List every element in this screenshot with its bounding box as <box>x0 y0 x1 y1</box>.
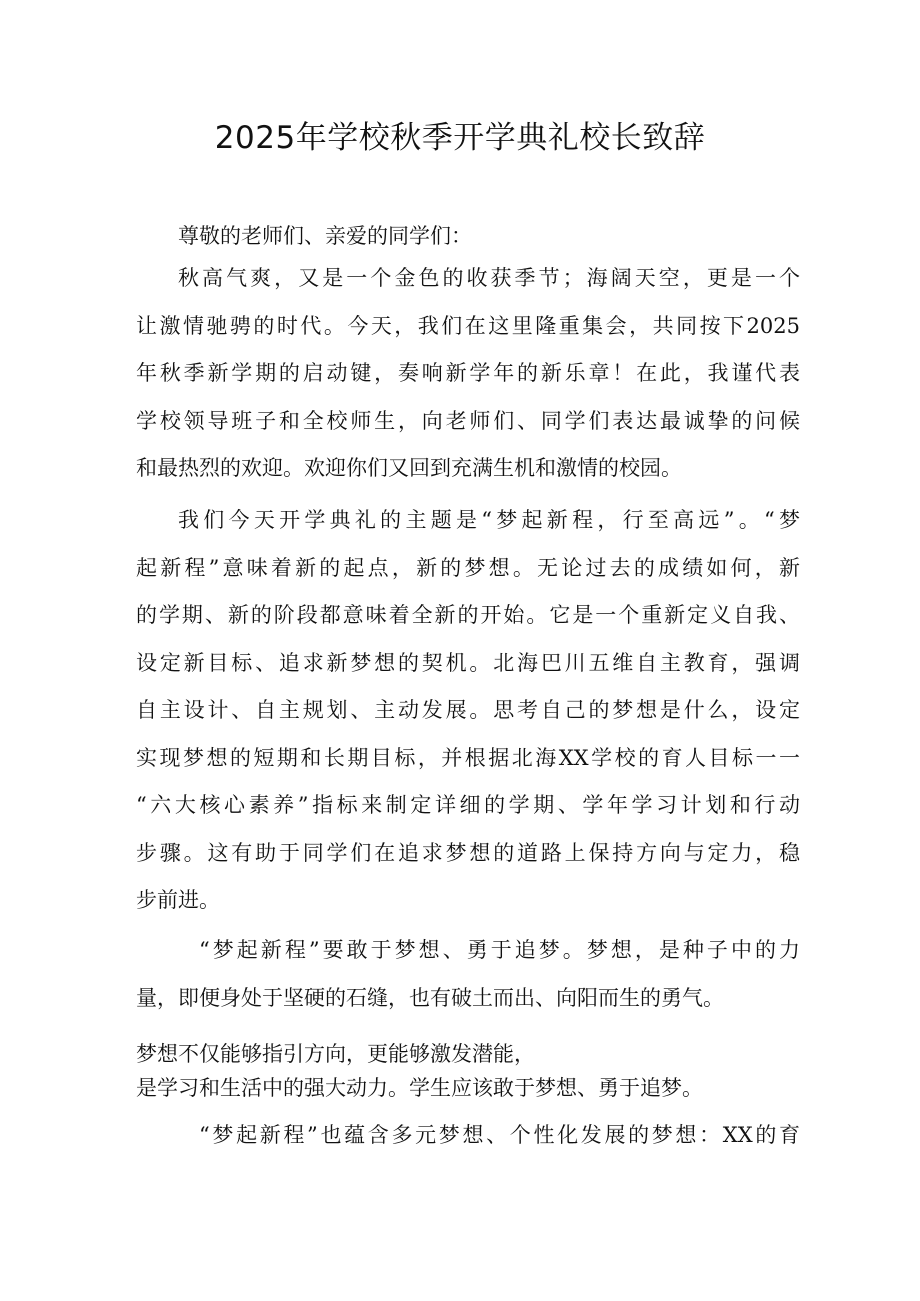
paragraph-line: 设定新目标、追求新梦想的契机。北海巴川五维自主教育，强调 <box>136 650 800 675</box>
salutation: 尊敬的老师们、亲爱的同学们： <box>178 224 472 248</box>
paragraph-1 <box>136 255 800 493</box>
paragraph-2 <box>136 497 800 925</box>
paragraph-line: “梦起新程”也蕴含多元梦想、个性化发展的梦想：XX的育 <box>199 1123 800 1147</box>
paragraph-line: 和最热烈的欢迎。欢迎你们又回到充满生机和激情的校园。 <box>136 456 682 480</box>
document-title: 2025年学校秋季开学典礼校长致辞 <box>214 120 706 156</box>
paragraph-line: 量，即便身处于坚硬的石缝，也有破土而出、向阳而生的勇气。 <box>136 985 724 1010</box>
paragraph-line: 的学期、新的阶段都意味着全新的开始。它是一个重新定义自我、 <box>136 603 800 627</box>
paragraph-line: 学校领导班子和全校师生，向老师们、同学们表达最诚挚的问候 <box>136 408 800 433</box>
paragraph-line: 是学习和生活中的强大动力。学生应该敢于梦想、勇于追梦。 <box>136 1076 703 1100</box>
paragraph-line: “六大核心素养”指标来制定详细的学期、学年学习计划和行动 <box>136 793 800 817</box>
paragraph-line: “梦起新程”要敢于梦想、勇于追梦。梦想，是种子中的力 <box>199 938 800 962</box>
paragraph-3 <box>136 927 800 1022</box>
paragraph-line: 步前进。 <box>136 888 220 912</box>
paragraph-line: 年秋季新学期的启动键，奏响新学年的新乐章！在此，我谨代表 <box>136 361 800 385</box>
paragraph-4 <box>136 1037 800 1105</box>
paragraph-line: 我们今天开学典礼的主题是“梦起新程，行至高远”。“梦 <box>178 508 800 532</box>
paragraph-5 <box>136 1112 800 1160</box>
paragraph-line: 梦想不仅能够指引方向，更能够激发潜能， <box>136 1042 535 1066</box>
paragraph-line: 让激情驰骋的时代。今天，我们在这里隆重集会，共同按下2025 <box>136 313 800 338</box>
paragraph-line: 实现梦想的短期和长期目标，并根据北海XX学校的育人目标一一 <box>136 745 800 770</box>
paragraph-line: 自主设计、自主规划、主动发展。思考自己的梦想是什么，设定 <box>136 698 800 722</box>
paragraph-line: 起新程”意味着新的起点，新的梦想。无论过去的成绩如何，新 <box>136 555 800 580</box>
paragraph-line: 步骤。这有助于同学们在追求梦想的道路上保持方向与定力，稳 <box>136 840 800 865</box>
salutation-block <box>136 213 800 261</box>
paragraph-line: 秋高气爽，又是一个金色的收获季节；海阔天空，更是一个 <box>178 266 800 290</box>
